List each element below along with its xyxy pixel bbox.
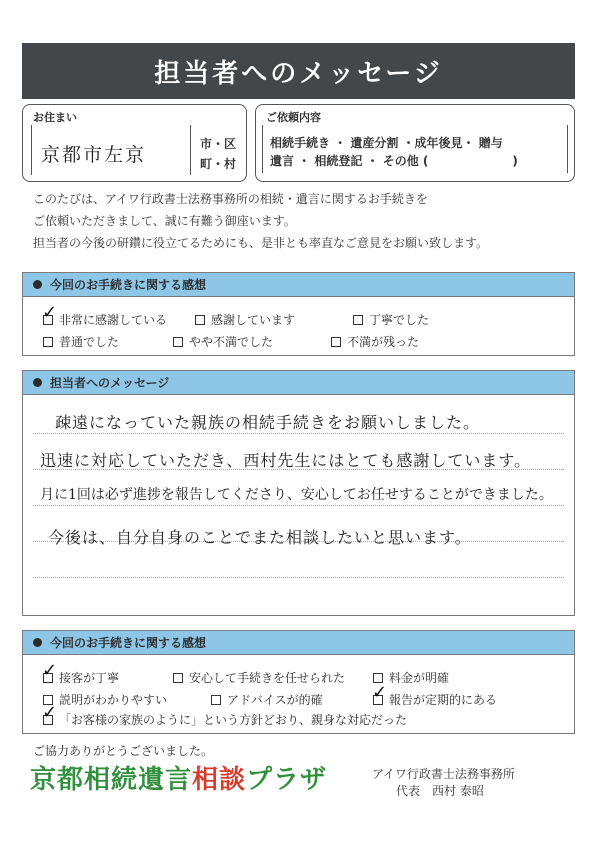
message-line-1: 疎遠になっていた親族の相続手続きをお願いしました。 [55, 413, 481, 432]
intro-line-2: ご依頼いただきまして、誠に有難う御座います。 [33, 214, 296, 228]
message-section-header: 担当者へのメッセージ [23, 371, 574, 395]
option-average[interactable]: 普通でした [43, 333, 119, 350]
intro-line-1: このたびは、アイワ行政書士法務事務所の相続・遺言に関するお手続きを [33, 192, 428, 206]
option-regular-reports[interactable]: ✓ 報告が定期的にある [372, 681, 498, 707]
impression-section-1 [22, 272, 575, 356]
checkbox-checked-icon[interactable]: ✓ [42, 301, 58, 323]
option-very-grateful[interactable]: ✓ 非常に感謝している [42, 301, 168, 327]
request-label: ご依頼内容 [266, 111, 321, 124]
message-line-3: 月に1回は必ず進捗を報告してくださり、安心してお任せすることができました。 [40, 487, 553, 503]
option-polite[interactable]: 丁寧でした [353, 311, 429, 328]
request-options-line1: 相続手続き ・ 遺産分割 ・成年後見・ 贈与 [270, 136, 503, 150]
request-options-line2: 遺言 ・ 相続登記 ・ その他 ( ) [270, 154, 518, 168]
ruled-line [33, 505, 564, 506]
option-family-like-care[interactable]: ✓ 「お客様の家族のように」という方針どおり、親身な対応だった [42, 701, 408, 727]
checkbox-checked-icon[interactable]: ✓ [42, 701, 58, 723]
checkbox-icon[interactable] [353, 315, 363, 325]
bullet-icon [33, 378, 42, 387]
message-line-4: 今後は、自分自身のことでまた相談したいと思います。 [48, 528, 472, 547]
impression-section-1-header: 今回のお手続きに関する感想 [23, 273, 574, 297]
bullet-icon [33, 280, 42, 289]
address-suffix-town: 町・村 [200, 157, 237, 171]
checkbox-checked-icon[interactable]: ✓ [372, 681, 388, 703]
address-suffix-city: 市・区 [200, 137, 237, 151]
checkbox-icon[interactable] [173, 337, 183, 347]
bullet-icon [33, 638, 42, 647]
option-slightly-dissatisfied[interactable]: やや不満でした [173, 333, 273, 350]
office-name: アイワ行政書士法務事務所 [372, 767, 515, 781]
address-label: お住まい [33, 111, 77, 124]
brand-logo: 京都相続遺言相談プラザ [30, 765, 328, 795]
option-grateful[interactable]: 感謝しています [195, 311, 295, 328]
address-value: 京都市左京 [41, 144, 147, 166]
checkbox-icon[interactable] [331, 337, 341, 347]
option-dissatisfied[interactable]: 不満が残った [331, 333, 419, 350]
request-box [255, 104, 575, 182]
message-line-2: 迅速に対応していただき、西村先生にはとても感謝しています。 [40, 451, 532, 470]
page-title: 担当者へのメッセージ [22, 43, 575, 99]
intro-line-3: 担当者の今後の研鑽に役立てるためにも、是非とも率直なご意見をお願い致します。 [33, 236, 489, 250]
option-easy-explanation[interactable]: 説明がわかりやすい [43, 691, 167, 708]
option-accurate-advice[interactable]: アドバイスが的確 [211, 691, 323, 708]
checkbox-icon[interactable] [195, 315, 205, 325]
option-courteous-service[interactable]: ✓ 接客が丁寧 [42, 659, 120, 685]
option-clear-fees[interactable]: 料金が明確 [373, 669, 449, 686]
checkbox-icon[interactable] [211, 695, 221, 705]
impression-section-2-header: 今回のお手続きに関する感想 [23, 631, 574, 655]
ruled-line [33, 577, 564, 578]
impression-section-2 [22, 630, 575, 734]
thanks-message: ご協力ありがとうございました。 [33, 744, 214, 758]
ruled-line [33, 433, 564, 434]
checkbox-icon[interactable] [173, 673, 183, 683]
checkbox-icon[interactable] [43, 337, 53, 347]
checkbox-checked-icon[interactable]: ✓ [42, 659, 58, 681]
address-box [22, 104, 247, 182]
option-peace-of-mind[interactable]: 安心して手続きを任せられた [173, 669, 345, 686]
representative-name: 代表 西村 泰昭 [396, 784, 484, 798]
